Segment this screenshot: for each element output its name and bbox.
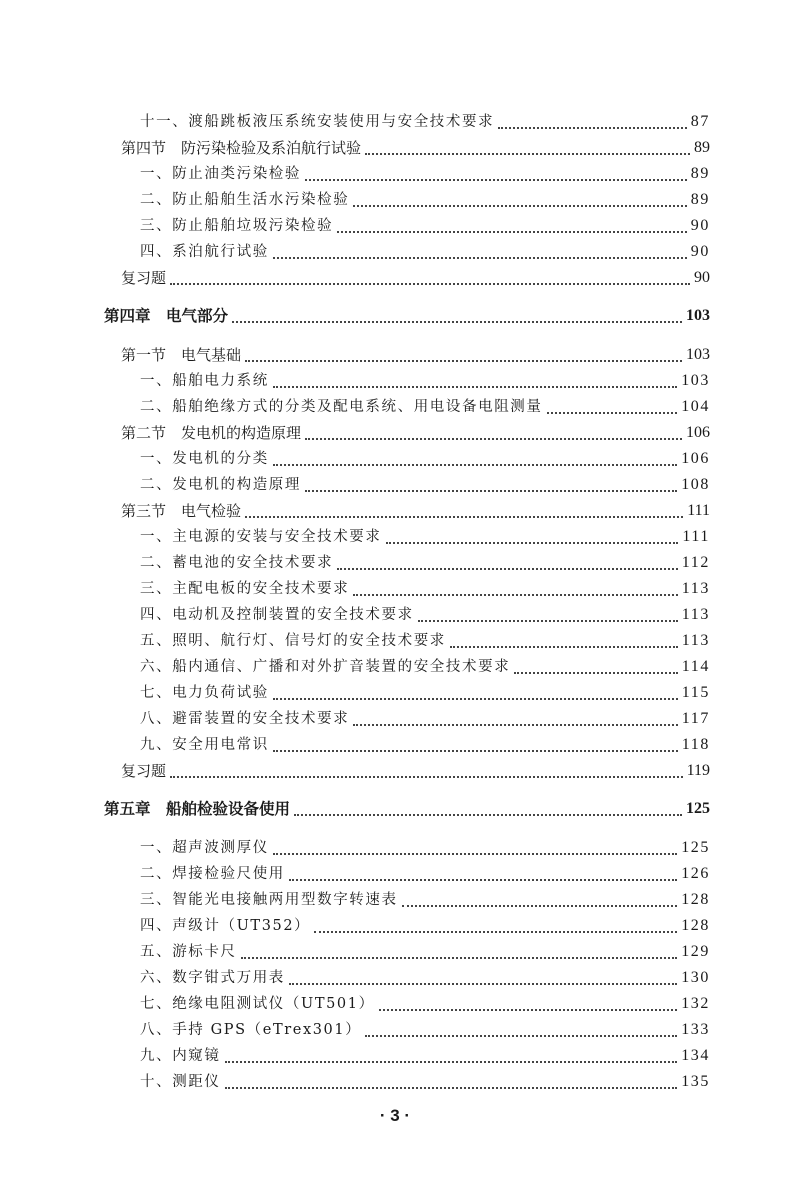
toc-entry-title: 五、照明、航行灯、信号灯的安全技术要求	[140, 633, 446, 649]
toc-entry-title: 第五章 船舶检验设备使用	[104, 800, 291, 818]
toc-section[interactable]	[121, 422, 710, 444]
toc-entry-page: 126	[681, 865, 710, 882]
dot-leader	[245, 360, 682, 362]
toc-entry-title: 七、绝缘电阻测试仪（UT501）	[140, 996, 375, 1012]
dot-leader	[170, 776, 683, 778]
toc-entry[interactable]	[140, 837, 710, 859]
toc-entry-page: 113	[681, 632, 710, 649]
dot-leader	[365, 153, 690, 155]
dot-leader	[314, 931, 677, 933]
toc-entry-title: 六、船内通信、广播和对外扩音装置的安全技术要求	[140, 659, 511, 675]
toc-entry[interactable]	[140, 682, 710, 704]
toc-entry-title: 一、主电源的安装与安全技术要求	[140, 529, 382, 545]
toc-entry-page: 89	[690, 191, 710, 208]
toc-entry[interactable]	[140, 526, 710, 548]
toc-entry-page: 128	[681, 891, 710, 908]
toc-entry[interactable]	[140, 1019, 710, 1041]
toc-entry[interactable]	[140, 448, 710, 470]
dot-leader	[337, 568, 678, 570]
toc-entry-page: 103	[686, 307, 710, 324]
toc-entry[interactable]	[140, 993, 710, 1015]
toc-entry-title: 一、船舶电力系统	[140, 373, 269, 389]
toc-entry[interactable]	[140, 111, 710, 133]
dot-leader	[273, 698, 678, 700]
toc-entry-title: 十一、渡船跳板液压系统安装使用与安全技术要求	[140, 114, 495, 130]
toc-entry-page: 117	[681, 710, 710, 727]
toc-entry-page: 125	[681, 839, 710, 856]
toc-entry-title: 九、安全用电常识	[140, 737, 269, 753]
toc-entry-title: 第四节 防污染检验及系泊航行试验	[121, 139, 362, 157]
toc-entry-title: 三、防止船舶垃圾污染检验	[140, 218, 334, 234]
toc-entry[interactable]	[140, 889, 710, 911]
toc-entry-page: 111	[687, 502, 710, 519]
toc-review[interactable]	[121, 267, 710, 289]
dot-leader	[498, 127, 687, 129]
toc-entry-title: 十、测距仪	[140, 1074, 221, 1090]
toc-entry-page: 89	[694, 139, 710, 156]
toc-entry-page: 111	[682, 528, 710, 545]
toc-entry-title: 第一节 电气基础	[121, 346, 242, 364]
dot-leader	[289, 879, 677, 881]
toc-entry-title: 四、系泊航行试验	[140, 244, 269, 260]
toc-section[interactable]	[121, 344, 710, 366]
toc-entry[interactable]	[140, 967, 710, 989]
toc-entry[interactable]	[140, 552, 710, 574]
toc-entry-page: 132	[681, 995, 710, 1012]
toc-entry[interactable]	[140, 863, 710, 885]
dot-leader	[353, 594, 677, 596]
toc-entry-page: 135	[681, 1073, 710, 1090]
dot-leader	[273, 750, 678, 752]
toc-entry-title: 二、发电机的构造原理	[140, 477, 301, 493]
dot-leader	[294, 814, 682, 816]
dot-leader	[305, 490, 677, 492]
toc-entry-title: 四、电动机及控制装置的安全技术要求	[140, 607, 414, 623]
toc-chapter[interactable]	[104, 305, 710, 327]
toc-entry-title: 八、手持 GPS（eTrex301）	[140, 1022, 362, 1038]
toc-entry-title: 复习题	[121, 269, 167, 287]
toc-entry[interactable]	[140, 474, 710, 496]
toc-entry-title: 二、船舶绝缘方式的分类及配电系统、用电设备电阻测量	[140, 399, 543, 415]
dot-leader	[241, 957, 678, 959]
dot-leader	[353, 724, 677, 726]
toc-entry-page: 115	[681, 684, 710, 701]
toc-entry-page: 87	[690, 113, 710, 130]
toc-entry-title: 六、数字钳式万用表	[140, 970, 285, 986]
toc-entry-page: 113	[681, 580, 710, 597]
dot-leader	[386, 542, 679, 544]
toc-entry-page: 89	[690, 165, 710, 182]
toc-entry[interactable]	[140, 941, 710, 963]
page-number: · 3 ·	[379, 1106, 411, 1125]
toc-entry-title: 七、电力负荷试验	[140, 685, 269, 701]
toc-entry-title: 三、主配电板的安全技术要求	[140, 581, 350, 597]
dot-leader	[365, 1035, 677, 1037]
toc-entry-title: 二、焊接检验尺使用	[140, 866, 285, 882]
toc-entry-page: 125	[686, 800, 710, 817]
toc-entry-page: 118	[681, 736, 710, 753]
toc-entry[interactable]	[140, 604, 710, 626]
toc-entry-page: 133	[681, 1021, 710, 1038]
toc-entry-title: 一、发电机的分类	[140, 451, 269, 467]
dot-leader	[225, 1061, 678, 1063]
dot-leader	[337, 231, 687, 233]
toc-entry-title: 二、防止船舶生活水污染检验	[140, 192, 350, 208]
toc-entry-title: 复习题	[121, 762, 167, 780]
toc-entry[interactable]	[140, 708, 710, 730]
dot-leader	[170, 283, 690, 285]
toc-entry[interactable]	[140, 241, 710, 263]
dot-leader	[245, 516, 683, 518]
dot-leader	[402, 905, 678, 907]
toc-entry-page: 103	[681, 372, 710, 389]
toc-entry[interactable]	[140, 630, 710, 652]
toc-entry[interactable]	[140, 915, 710, 937]
toc-entry-page: 103	[686, 346, 710, 363]
toc-entry-title: 四、声级计（UT352）	[140, 918, 311, 934]
toc-entry-title: 二、蓄电池的安全技术要求	[140, 555, 334, 571]
dot-leader	[547, 412, 678, 414]
toc-entry-page: 130	[681, 969, 710, 986]
toc-entry-page: 108	[681, 476, 710, 493]
toc-section[interactable]	[121, 500, 710, 522]
toc-section[interactable]	[121, 137, 710, 159]
toc-entry-page: 90	[690, 243, 710, 260]
toc-review[interactable]	[121, 760, 710, 782]
dot-leader	[353, 205, 686, 207]
toc-entry-page: 90	[694, 269, 710, 286]
toc-entry-page: 106	[686, 424, 710, 441]
dot-leader	[450, 646, 678, 648]
dot-leader	[232, 321, 682, 323]
dot-leader	[289, 983, 677, 985]
dot-leader	[305, 438, 682, 440]
toc-entry-page: 119	[686, 762, 710, 779]
toc-entry[interactable]	[140, 396, 710, 418]
toc-chapter[interactable]	[104, 798, 710, 820]
dot-leader	[379, 1009, 678, 1011]
toc-entry-title: 九、内窥镜	[140, 1048, 221, 1064]
toc-entry-title: 第三节 电气检验	[121, 502, 242, 520]
toc-entry-title: 一、超声波测厚仪	[140, 840, 269, 856]
toc-entry-title: 八、避雷装置的安全技术要求	[140, 711, 350, 727]
toc-entry-page: 106	[681, 450, 710, 467]
dot-leader	[273, 257, 687, 259]
dot-leader	[225, 1087, 678, 1089]
toc-entry[interactable]	[140, 215, 710, 237]
toc-entry-page: 114	[681, 658, 710, 675]
toc-entry[interactable]	[140, 656, 710, 678]
dot-leader	[305, 179, 687, 181]
toc-entry-page: 112	[681, 554, 710, 571]
toc-entry-page: 129	[681, 943, 710, 960]
toc-entry-page: 134	[681, 1047, 710, 1064]
toc-entry[interactable]	[140, 163, 710, 185]
dot-leader	[273, 464, 677, 466]
toc-entry-title: 五、游标卡尺	[140, 944, 237, 960]
dot-leader	[418, 620, 678, 622]
dot-leader	[273, 386, 677, 388]
toc-entry-page: 90	[690, 217, 710, 234]
toc-entry-page: 113	[681, 606, 710, 623]
toc-entry-title: 第四章 电气部分	[104, 307, 229, 325]
toc-entry-title: 三、智能光电接触两用型数字转速表	[140, 892, 398, 908]
toc-entry[interactable]	[140, 1071, 710, 1093]
dot-leader	[273, 853, 677, 855]
toc-entry[interactable]	[140, 189, 710, 211]
toc-entry[interactable]	[140, 370, 710, 392]
toc-entry-page: 128	[681, 917, 710, 934]
toc-entry[interactable]	[140, 1045, 710, 1067]
toc-entry-title: 一、防止油类污染检验	[140, 166, 301, 182]
toc-entry[interactable]	[140, 578, 710, 600]
toc-entry[interactable]	[140, 734, 710, 756]
toc-entry-title: 第二节 发电机的构造原理	[121, 424, 302, 442]
toc-entry-page: 104	[681, 398, 710, 415]
dot-leader	[514, 672, 677, 674]
